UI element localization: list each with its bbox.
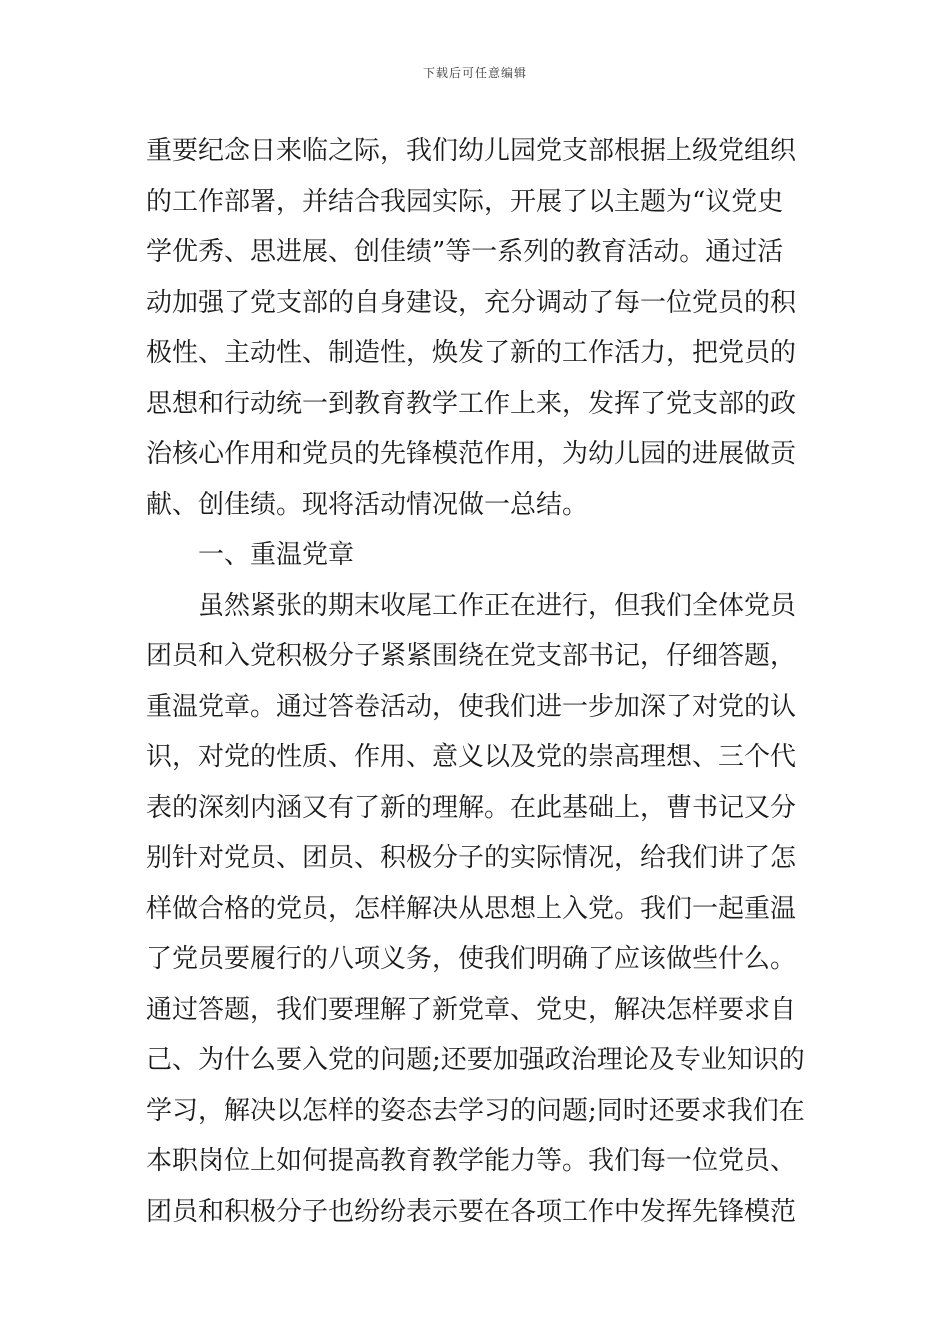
text-line: 治核心作用和党员的先锋模范作用，为幼儿园的进展做贡 (146, 439, 797, 469)
section-heading: 一、重温党章 (198, 540, 355, 570)
text-line: 表的深刻内涵又有了新的理解。在此基础上，曹书记又分 (146, 792, 797, 823)
text-line: 己、为什么要入党的问题;还要加强政治理论及专业知识的 (146, 1045, 805, 1075)
text-line: 本职岗位上如何提高教育教学能力等。我们每一位党员、 (146, 1146, 797, 1176)
text-line: 极性、主动性、制造性，焕发了新的工作活力，把党员的 (146, 338, 797, 368)
text-line: 识，对党的性质、作用、意义以及党的崇高理想、三个代 (146, 742, 797, 772)
text-line: 动加强了党支部的自身建设，充分调动了每一位党员的积 (146, 287, 797, 318)
text-line: 团员和入党积极分子紧紧围绕在党支部书记，仔细答题， (146, 641, 797, 671)
text-line: 重温党章。通过答卷活动，使我们进一步加深了对党的认 (146, 691, 797, 722)
text-line: 了党员要履行的八项义务，使我们明确了应该做些什么。 (146, 944, 797, 974)
document-body (146, 126, 808, 1237)
text-line: 思想和行动统一到教育教学工作上来，发挥了党支部的政 (146, 388, 797, 419)
page-header: 下载后可任意编辑 (422, 66, 527, 80)
paragraph-start-line: 虽然紧张的期末收尾工作正在进行，但我们全体党员 (198, 590, 797, 621)
text-line: 重要纪念日来临之际，我们幼儿园党支部根据上级党组织 (146, 136, 797, 166)
text-line: 通过答题，我们要理解了新党章、党史，解决怎样要求自 (146, 994, 797, 1025)
text-line: 献、创佳绩。现将活动情况做一总结。 (146, 489, 589, 520)
text-line: 的工作部署，并结合我园实际，开展了以主题为“议党史 (146, 186, 784, 217)
text-line: 团员和积极分子也纷纷表示要在各项工作中发挥先锋模范 (146, 1196, 797, 1227)
text-line: 样做合格的党员，怎样解决从思想上入党。我们一起重温 (146, 893, 797, 924)
text-line: 学习，解决以怎样的姿态去学习的问题;同时还要求我们在 (146, 1095, 805, 1126)
text-line: 学优秀、思进展、创佳绩”等一系列的教育活动。通过活 (146, 237, 784, 267)
text-line: 别针对党员、团员、积极分子的实际情况，给我们讲了怎 (146, 843, 797, 873)
